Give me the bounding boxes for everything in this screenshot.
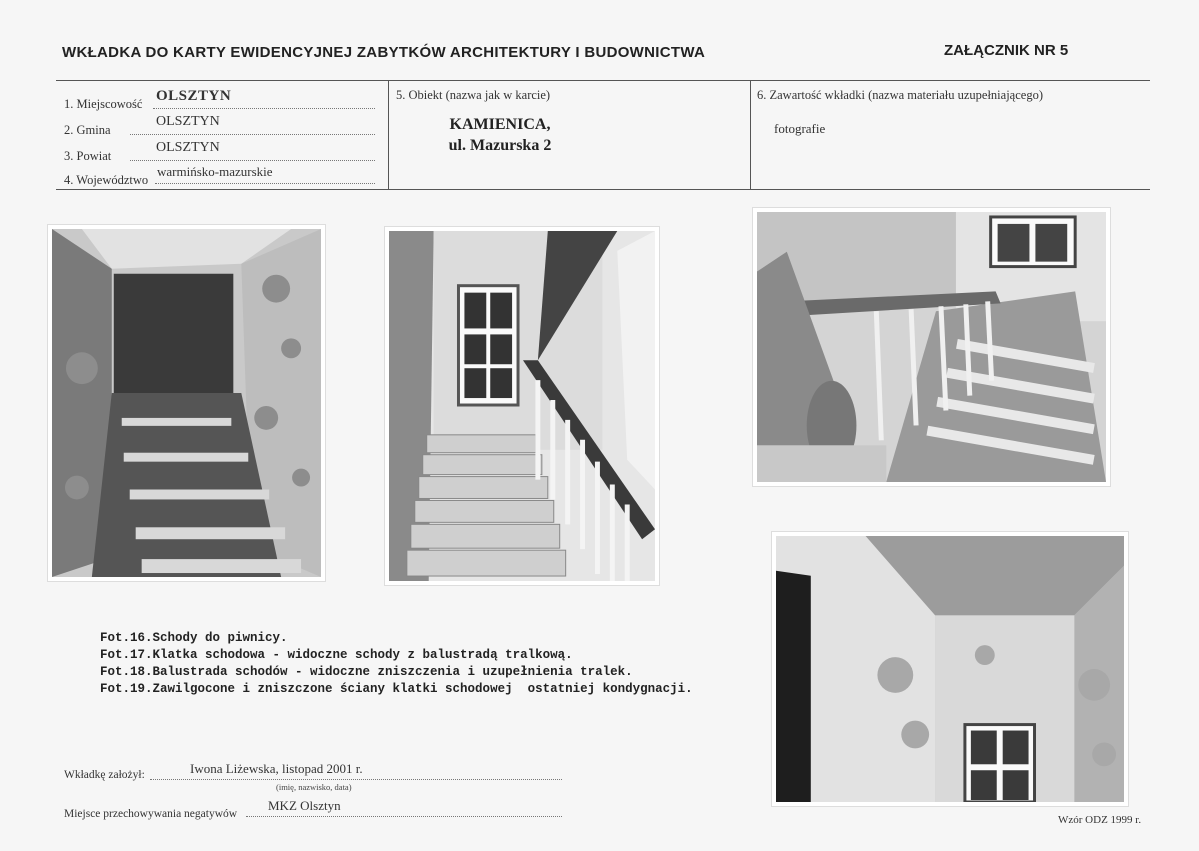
form-divider-2	[750, 80, 751, 190]
miejscowosc-label: 1. Miejscowość	[64, 97, 143, 111]
photo-captions	[100, 630, 693, 698]
powiat-dotline	[130, 160, 375, 161]
founded-label: Wkładkę założył:	[64, 769, 145, 781]
object-label: 5. Obiekt (nazwa jak w karcie)	[396, 88, 551, 102]
miejscowosc-value: OLSZTYN	[156, 88, 232, 104]
wojewodztwo-dotline	[155, 183, 375, 184]
caption-fot-16: Fot.16.Schody do piwnicy.	[100, 631, 288, 645]
gmina-label: 2. Gmina	[64, 123, 111, 137]
photo-16-cellar-stairs	[47, 224, 326, 582]
caption-fot-17: Fot.17.Klatka schodowa - widoczne schody z balustradą tralkową.	[100, 648, 573, 662]
photo-17-staircase	[384, 226, 660, 586]
contents-value: fotografie	[774, 121, 826, 136]
form-top-border	[56, 80, 1150, 81]
founded-hint: (imię, nazwisko, data)	[276, 782, 352, 792]
storage-dotline	[246, 816, 562, 817]
form-divider-1	[388, 80, 389, 190]
caption-fot-18: Fot.18.Balustrada schodów - widoczne zniszczenia i uzupełnienia tralek.	[100, 665, 633, 679]
annex-number: ZAŁĄCZNIK NR 5	[944, 42, 1069, 59]
gmina-value: OLSZTYN	[156, 114, 220, 129]
photo-16-image	[52, 229, 321, 577]
form-bottom-border	[56, 189, 1150, 190]
contents-label: 6. Zawartość wkładki (nazwa materiału uzupełniającego)	[757, 88, 1043, 102]
document-title: WKŁADKA DO KARTY EWIDENCYJNEJ ZABYTKÓW ARCHITEKTURY I BUDOWNICTWA	[62, 44, 706, 61]
photo-19-image	[776, 536, 1124, 802]
object-name-line2: ul. Mazurska 2	[448, 137, 552, 154]
powiat-value: OLSZTYN	[156, 140, 220, 155]
wojewodztwo-value: warmińsko-mazurskie	[157, 164, 273, 179]
photo-17-image	[389, 231, 655, 581]
miejscowosc-dotline	[153, 108, 375, 109]
object-name-line1: KAMIENICA,	[449, 116, 551, 133]
photo-18-image	[757, 212, 1106, 482]
founded-value: Iwona Liżewska, listopad 2001 r.	[190, 761, 363, 776]
form-template-reference: Wzór ODZ 1999 r.	[1058, 814, 1142, 826]
powiat-label: 3. Powiat	[64, 149, 112, 163]
founded-dotline	[150, 779, 562, 780]
storage-value: MKZ Olsztyn	[268, 798, 341, 813]
photo-18-balustrade	[752, 207, 1111, 487]
wojewodztwo-label: 4. Województwo	[64, 173, 149, 187]
caption-fot-19: Fot.19.Zawilgocone i zniszczone ściany klatki schodowej ostatniej kondygnacji.	[100, 682, 693, 696]
gmina-dotline	[130, 134, 375, 135]
storage-label: Miejsce przechowywania negatywów	[64, 808, 238, 820]
photo-19-damp-walls	[771, 531, 1129, 807]
